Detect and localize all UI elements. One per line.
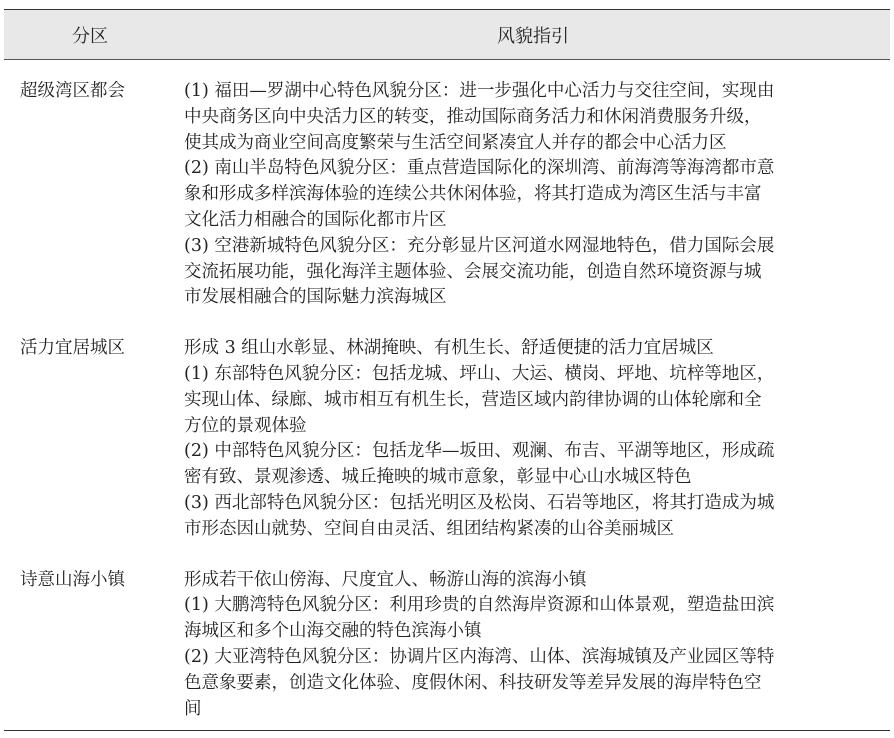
guidance-line: 交流拓展功能，强化海洋主题体验、会展交流功能，创造自然环境资源与城 xyxy=(184,261,762,282)
header-row xyxy=(4,10,890,60)
guidance-cell xyxy=(176,60,890,321)
guidance-line: 中央商务区向中央活力区的转变，推动国际商务活力和休闲消费服务升级， xyxy=(184,106,762,127)
guidance-line: 文化活力相融合的国际化都市片区 xyxy=(184,209,447,230)
guidance-line: 色意象要素，创造文化体验、度假休闲、科技研发等差异发展的海岸特色空 xyxy=(184,672,762,693)
guidance-line: (1) 福田—罗湖中心特色风貌分区：进一步强化中心活力与交往空间，实现由 xyxy=(184,81,775,101)
guidance-line: 密有致、景观渗透、城丘掩映的城市意象，彰显中心山水城区特色 xyxy=(184,467,692,488)
guidance-cell xyxy=(176,320,890,551)
table-row xyxy=(4,60,890,321)
zone-name: 活力宜居城区 xyxy=(20,338,125,359)
header-zone: 分区 xyxy=(4,10,176,60)
guidance-line: (2) 南山半岛特色风貌分区：重点营造国际化的深圳湾、前海湾等海湾都市意 xyxy=(184,158,775,179)
guidance-line: (3) 西北部特色风貌分区：包括光明区及松岗、石岩等地区，将其打造成为城 xyxy=(184,492,775,513)
guidance-line: 方位的景观体验 xyxy=(184,415,307,436)
guidance-line: (3) 空港新城特色风貌分区：充分彰显片区河道水网湿地特色，借力国际会展 xyxy=(184,235,775,256)
guidance-line: (2) 大亚湾特色风貌分区：协调片区内海湾、山体、滨海城镇及产业园区等特 xyxy=(184,646,775,667)
guidance-line: 形成 3 组山水彰显、林湖掩映、有机生长、舒适便捷的活力宜居城区 xyxy=(184,338,714,359)
header-guidance: 风貌指引 xyxy=(176,10,890,60)
guidance-line: (2) 中部特色风貌分区：包括龙华—坂田、观澜、布吉、平湖等地区，形成疏 xyxy=(184,441,775,462)
guidance-cell xyxy=(176,552,890,731)
guidance-line: 象和形成多样滨海体验的连续公共休闲体验，将其打造成为湾区生活与丰富 xyxy=(184,184,762,205)
guidance-line: 使其成为商业空间高度繁荣与生活空间紧凑宜人并存的都会中心活力区 xyxy=(184,132,727,153)
table-header xyxy=(4,10,890,60)
guidance-line: 形成若干依山傍海、尺度宜人、畅游山海的滨海小镇 xyxy=(184,569,587,590)
zone-name: 诗意山海小镇 xyxy=(4,552,176,731)
guidance-line: 实现山体、绿廊、城市相互有机生长，营造区域内韵律协调的山体轮廓和全 xyxy=(184,389,762,410)
table-row xyxy=(4,552,890,731)
zone-name: 超级湾区都会 xyxy=(20,81,125,101)
guidance-line: 间 xyxy=(184,698,202,719)
guidance-line: 海城区和多个山海交融的特色滨海小镇 xyxy=(184,621,482,642)
table-row xyxy=(4,320,890,551)
guidance-line: (1) 东部特色风貌分区：包括龙城、坪山、大运、横岗、坪地、坑梓等地区， xyxy=(184,363,775,384)
style-guidance-table xyxy=(4,9,890,731)
guidance-line: 市发展相融合的国际魅力滨海城区 xyxy=(184,287,447,308)
guidance-line: 市形态因山就势、空间自由灵活、组团结构紧凑的山谷美丽城区 xyxy=(184,518,674,539)
guidance-line: (1) 大鹏湾特色风貌分区：利用珍贵的自然海岸资源和山体景观，塑造盐田滨 xyxy=(184,595,775,616)
